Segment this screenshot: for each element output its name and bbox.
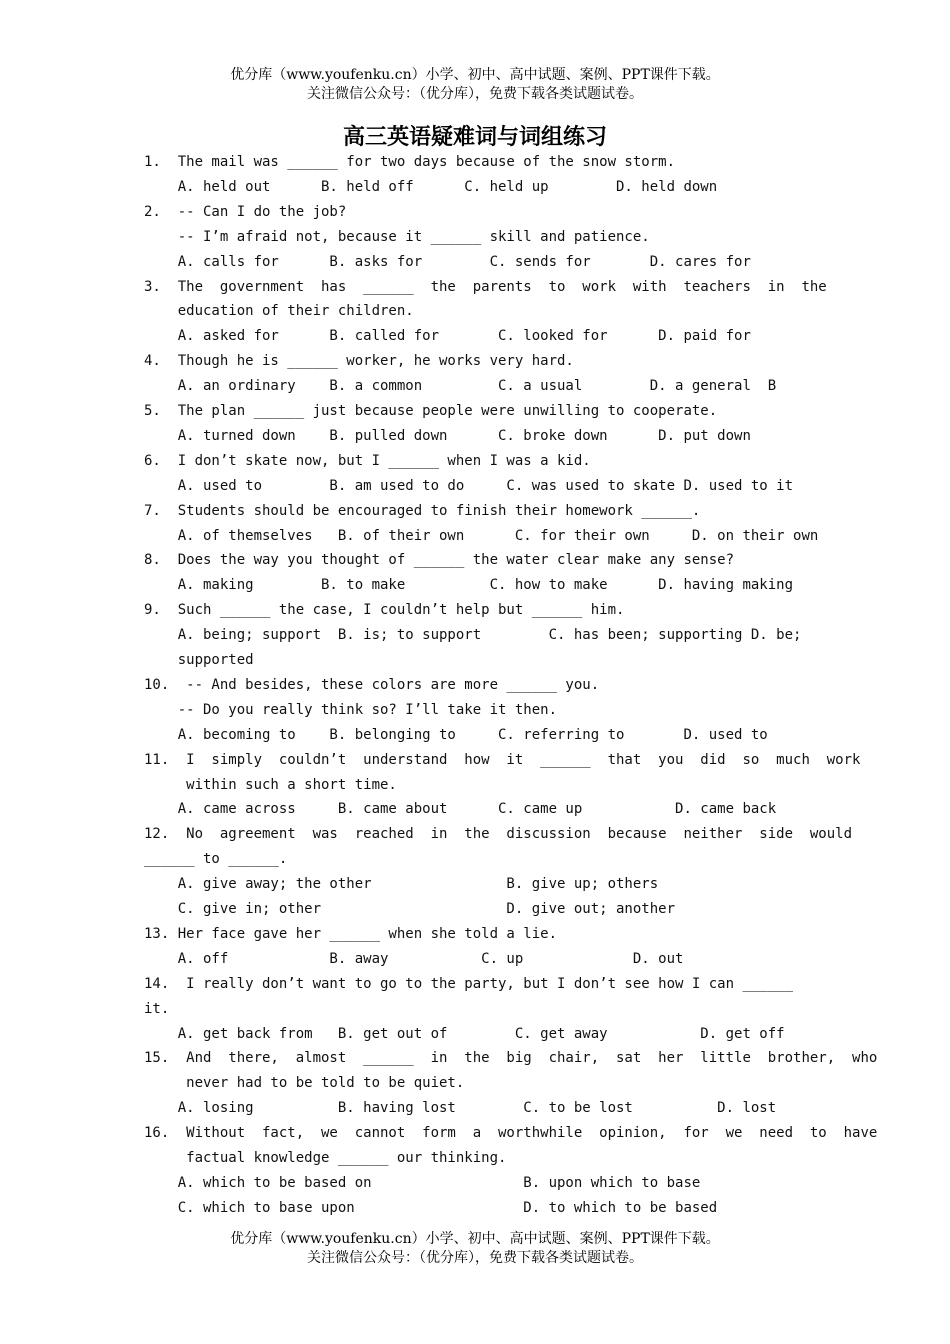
exercise-line: 1. The mail was ______ for two days because of the snow storm. xyxy=(144,154,676,170)
exercise-line: 9. Such ______ the case, I couldn’t help but ______ him. xyxy=(144,602,625,619)
exercise-line: A. making B. to make C. how to make D. having making xyxy=(144,577,794,594)
exercise-line: 14. I really don’t want to go to the party, but I don’t see how I can ______ xyxy=(144,975,794,992)
exercise-line: 3. The government has ______ the parents to work with teachers in the xyxy=(144,278,827,295)
header-line-2: 关注微信公众号：（优分库），免费下载各类试题试卷。 xyxy=(307,86,643,102)
exercise-line: ______ to ______. xyxy=(144,851,288,868)
exercise-line: never had to be told to be quiet. xyxy=(144,1075,465,1092)
header-line-1: 优分库（www.youfenku.cn）小学、初中、高中试题、案例、PPT课件下载。 xyxy=(230,67,720,83)
exercise-line: 11. I simply couldn’t understand how it ______ that you did so much work xyxy=(144,751,861,768)
exercise-line: C. give in; other D. give out; another xyxy=(144,901,676,917)
exercise-line: -- Do you really think so? I’ll take it then. xyxy=(144,701,558,718)
exercise-line: 12. No agreement was reached in the discussion because neither side would xyxy=(144,826,853,843)
exercise-line: A. losing B. having lost C. to be lost D. lost xyxy=(144,1100,777,1117)
exercise-line: within such a short time. xyxy=(144,776,397,793)
exercise-line: 5. The plan ______ just because people were unwilling to cooperate. xyxy=(144,403,718,419)
exercise-line: 4. Though he is ______ worker, he works very hard. xyxy=(144,353,574,370)
exercise-line: A. which to be based on B. upon which to base xyxy=(144,1174,701,1191)
exercise-line: 8. Does the way you thought of ______ the water clear make any sense? xyxy=(144,552,735,569)
exercise-line: 6. I don’t skate now, but I ______ when I was a kid. xyxy=(144,452,591,469)
exercise-line: A. give away; the other B. give up; others xyxy=(144,876,659,893)
exercise-line: supported xyxy=(144,652,254,668)
page-header xyxy=(0,66,950,104)
exercise-line: it. xyxy=(144,1000,170,1017)
exercise-line: A. turned down B. pulled down C. broke down D. put down xyxy=(144,427,751,444)
exercise-line: A. an ordinary B. a common C. a usual D. a general B xyxy=(144,378,777,395)
exercise-line: A. becoming to B. belonging to C. referring to D. used to xyxy=(144,726,768,743)
exercise-line: 10. -- And besides, these colors are more ______ you. xyxy=(144,676,600,693)
exercise-line: 16. Without fact, we cannot form a worthwhile opinion, for we need to have xyxy=(144,1125,878,1142)
exercise-line: education of their children. xyxy=(144,303,414,320)
exercise-line: factual knowledge ______ our thinking. xyxy=(144,1150,507,1166)
exercise-line: A. being; support B. is; to support C. has been; supporting D. be; xyxy=(144,627,802,644)
exercise-line: A. off B. away C. up D. out xyxy=(144,950,684,967)
exercise-line: 7. Students should be encouraged to finish their homework ______. xyxy=(144,502,701,519)
exercise-line: 13. Her face gave her ______ when she told a lie. xyxy=(144,925,558,942)
footer-line-1: 优分库（www.youfenku.cn）小学、初中、高中试题、案例、PPT课件下载。 xyxy=(230,1231,720,1247)
exercise-line: C. which to base upon D. to which to be based xyxy=(144,1199,718,1216)
exercise-line: -- I’m afraid not, because it ______ skill and patience. xyxy=(144,228,650,245)
exercise-line: A. of themselves B. of their own C. for their own D. on their own xyxy=(144,527,819,544)
exercise-line: A. came across B. came about C. came up D. came back xyxy=(144,801,777,818)
page-title: 高三英语疑难词与词组练习 xyxy=(342,124,607,150)
exercise-line: A. calls for B. asks for C. sends for D. cares for xyxy=(144,253,751,270)
exercise-line: 2. -- Can I do the job? xyxy=(144,203,347,220)
exercise-line: A. held out B. held off C. held up D. held down xyxy=(144,178,718,195)
exercise-line: A. used to B. am used to do C. was used to skate D. used to it xyxy=(144,477,794,494)
exercise-line: 15. And there, almost ______ in the big chair, sat her little brother, who xyxy=(144,1050,878,1067)
footer-line-2: 关注微信公众号：（优分库），免费下载各类试题试卷。 xyxy=(307,1250,643,1266)
page-footer xyxy=(0,1230,950,1268)
exercise-line: A. asked for B. called for C. looked for D. paid for xyxy=(144,328,751,345)
exercise-line: A. get back from B. get out of C. get away D. get off xyxy=(144,1025,785,1042)
